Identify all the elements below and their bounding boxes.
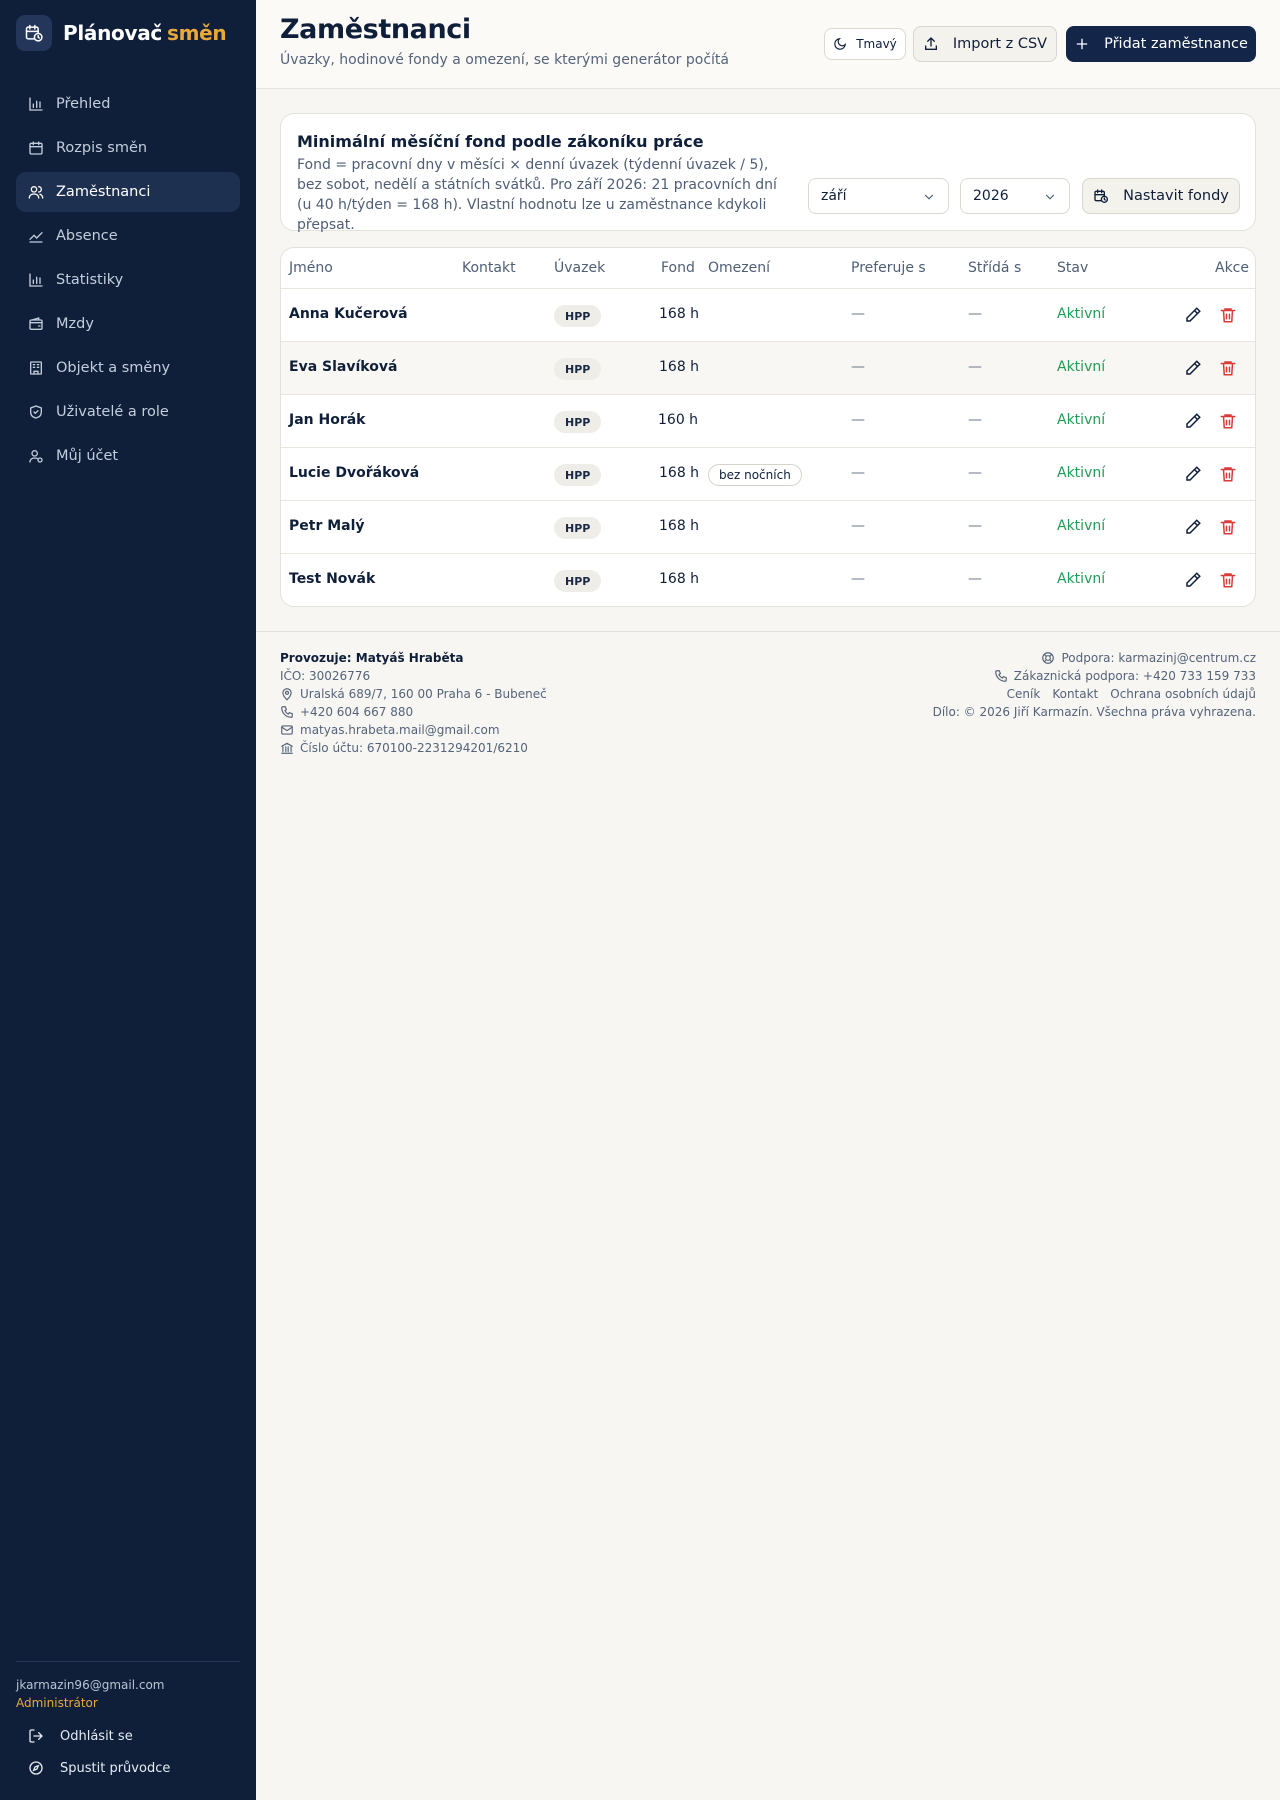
brand-name: Plánovač	[63, 21, 162, 45]
set-funds-button[interactable]	[1082, 178, 1240, 214]
table-row	[281, 501, 1255, 554]
month-select[interactable]	[808, 178, 949, 214]
page-header	[256, 0, 1280, 89]
contract-badge: HPP	[554, 358, 601, 380]
footer-link-pricing[interactable]: Ceník	[1006, 687, 1041, 701]
sidebar-item-statistiky[interactable]	[16, 260, 240, 300]
phone-icon	[280, 705, 294, 719]
contract-badge: HPP	[554, 464, 601, 486]
sidebar-item-absence[interactable]	[16, 216, 240, 256]
year-select-value: 2026	[973, 188, 1009, 204]
alternates-value: —	[968, 571, 982, 587]
edit-icon[interactable]	[1184, 306, 1202, 324]
logout-label: Odhlásit se	[60, 1728, 133, 1744]
employee-name: Jan Horák	[289, 412, 366, 428]
column-header-fund: Fond	[661, 260, 695, 276]
sidebar-nav	[16, 84, 240, 480]
edit-icon[interactable]	[1184, 518, 1202, 536]
table-row	[281, 289, 1255, 342]
sidebar-item-rozpis-smen[interactable]	[16, 128, 240, 168]
import-csv-label: Import z CSV	[952, 36, 1048, 52]
bar-chart-icon	[28, 96, 44, 112]
restriction-tag: bez nočních	[708, 464, 802, 486]
fund-value: 168 h	[659, 359, 700, 375]
table-header	[281, 248, 1255, 289]
year-select[interactable]	[960, 178, 1070, 214]
prefers-value: —	[851, 306, 865, 322]
footer-link-contact[interactable]: Kontakt	[1052, 687, 1099, 701]
contract-badge: HPP	[554, 517, 601, 539]
sidebar-item-label: Absence	[56, 228, 118, 244]
sidebar-item-muj-ucet[interactable]	[16, 436, 240, 476]
alternates-value: —	[968, 359, 982, 375]
start-guide-label: Spustit průvodce	[60, 1760, 171, 1776]
contract-badge: HPP	[554, 411, 601, 433]
wallet-icon	[28, 316, 44, 332]
status-badge: Aktivní	[1057, 465, 1106, 481]
add-employee-label: Přidat zaměstnance	[1104, 36, 1248, 52]
status-badge: Aktivní	[1057, 412, 1106, 428]
fund-card	[280, 113, 1256, 231]
brand[interactable]	[16, 15, 226, 51]
plus-icon	[1074, 36, 1090, 52]
column-header-contact: Kontakt	[462, 260, 516, 276]
column-header-alternates: Střídá s	[968, 260, 1022, 276]
sidebar-item-zamestnanci[interactable]	[16, 172, 240, 212]
prefers-value: —	[851, 412, 865, 428]
sidebar-item-label: Přehled	[56, 96, 111, 112]
footer-email[interactable]	[280, 723, 500, 737]
import-csv-button[interactable]	[913, 26, 1057, 62]
delete-icon[interactable]	[1219, 571, 1237, 589]
building-icon	[28, 360, 44, 376]
column-header-name[interactable]: Jméno	[289, 260, 333, 276]
table-row	[281, 342, 1255, 395]
delete-icon[interactable]	[1219, 465, 1237, 483]
column-header-actions: Akce	[1215, 260, 1249, 276]
footer-account	[280, 741, 528, 755]
delete-icon[interactable]	[1219, 359, 1237, 377]
status-badge: Aktivní	[1057, 518, 1106, 534]
sidebar-item-uzivatele-a-role[interactable]	[16, 392, 240, 432]
user-cog-icon	[28, 448, 44, 464]
footer-address-text: Uralská 689/7, 160 00 Praha 6 - Bubeneč	[300, 687, 547, 701]
start-guide-button[interactable]	[16, 1752, 240, 1784]
footer-divider	[256, 631, 1280, 632]
bank-icon	[280, 741, 294, 755]
shield-icon	[28, 404, 44, 420]
delete-icon[interactable]	[1219, 412, 1237, 430]
sidebar-item-prehled[interactable]	[16, 84, 240, 124]
chevron-down-icon	[1043, 190, 1057, 204]
fund-value: 168 h	[659, 571, 700, 587]
delete-icon[interactable]	[1219, 306, 1237, 324]
table-row	[281, 554, 1255, 607]
footer-phone[interactable]	[280, 705, 413, 719]
edit-icon[interactable]	[1184, 359, 1202, 377]
footer-address	[280, 687, 547, 701]
footer-email-text: matyas.hrabeta.mail@gmail.com	[300, 723, 500, 737]
page-subtitle: Úvazky, hodinové fondy a omezení, se kterými generátor počítá	[280, 52, 729, 68]
employee-name: Petr Malý	[289, 518, 365, 534]
lifebuoy-icon	[1041, 651, 1055, 665]
table-row	[281, 448, 1255, 501]
calendar-clock-icon	[16, 15, 52, 51]
employee-name: Lucie Dvořáková	[289, 465, 420, 481]
bar-chart-icon	[28, 272, 44, 288]
column-header-contract: Úvazek	[554, 260, 606, 276]
user-role: Administrátor	[16, 1696, 98, 1710]
sidebar-item-objekt-a-smeny[interactable]	[16, 348, 240, 388]
contract-badge: HPP	[554, 305, 601, 327]
footer-support[interactable]	[1041, 651, 1256, 665]
sidebar-item-mzdy[interactable]	[16, 304, 240, 344]
month-select-value: září	[821, 188, 847, 204]
chevron-down-icon	[922, 190, 936, 204]
page-title: Zaměstnanci	[280, 14, 471, 45]
prefers-value: —	[851, 465, 865, 481]
sidebar-item-label: Rozpis směn	[56, 140, 148, 156]
calendar-clock-icon	[1093, 188, 1109, 204]
sidebar-item-label: Objekt a směny	[56, 360, 171, 376]
sidebar-item-label: Uživatelé a role	[56, 404, 169, 420]
fund-value: 168 h	[659, 518, 700, 534]
employee-name: Eva Slavíková	[289, 359, 398, 375]
fund-title: Minimální měsíční fond podle zákoníku práce	[297, 132, 704, 151]
footer-phone-text: +420 604 667 880	[300, 705, 414, 719]
fund-description: Fond = pracovní dny v měsíci × denní úvazek (týdenní úvazek / 5), bez sobot, nedělí a státních svátků. Pro září 2026: 21 pracovních dní (u 40 h/týden = 168 h). Vlastní hodnotu lze u zaměstnance kdykoli přepsat.	[297, 157, 777, 233]
employee-name: Anna Kučerová	[289, 306, 408, 322]
footer-customer-support-text: Zákaznická podpora: +420 733 159 733	[1013, 669, 1256, 683]
alternates-value: —	[968, 518, 982, 534]
logout-button[interactable]	[16, 1720, 240, 1752]
footer-link-privacy[interactable]: Ochrana osobních údajů	[1110, 687, 1256, 701]
footer-copyright: Dílo: © 2026 Jiří Karmazín. Všechna práva vyhrazena.	[932, 705, 1256, 719]
contract-badge: HPP	[554, 570, 601, 592]
edit-icon[interactable]	[1184, 465, 1202, 483]
status-badge: Aktivní	[1057, 359, 1106, 375]
footer-operator: Provozuje: Matyáš Hraběta	[280, 651, 464, 665]
user-email: jkarmazin96@gmail.com	[16, 1678, 165, 1692]
status-badge: Aktivní	[1057, 306, 1106, 322]
prefers-value: —	[851, 359, 865, 375]
employee-name: Test Novák	[289, 571, 376, 587]
theme-toggle-label: Tmavý	[856, 37, 897, 51]
brand-accent: směn	[166, 21, 227, 45]
compass-icon	[28, 1760, 44, 1776]
upload-icon	[923, 36, 939, 52]
table-row	[281, 395, 1255, 448]
footer-account-text: Číslo účtu: 670100-2231294201/6210	[300, 741, 528, 755]
sidebar-item-label: Mzdy	[56, 316, 94, 332]
footer-links	[995, 687, 1256, 701]
fund-value: 168 h	[659, 306, 700, 322]
sidebar	[0, 0, 256, 1800]
edit-icon[interactable]	[1184, 412, 1202, 430]
sidebar-item-label: Statistiky	[56, 272, 124, 288]
column-header-restrictions: Omezení	[708, 260, 770, 276]
add-employee-button[interactable]	[1066, 26, 1256, 62]
logout-icon	[28, 1728, 44, 1744]
sidebar-item-label: Zaměstnanci	[56, 184, 151, 200]
status-badge: Aktivní	[1057, 571, 1106, 587]
alternates-value: —	[968, 412, 982, 428]
theme-toggle-button[interactable]	[824, 28, 906, 60]
phone-icon	[994, 669, 1008, 683]
column-header-status: Stav	[1057, 260, 1089, 276]
delete-icon[interactable]	[1219, 518, 1237, 536]
alternates-value: —	[968, 465, 982, 481]
footer-support-text: Podpora: karmazinj@centrum.cz	[1061, 651, 1256, 665]
edit-icon[interactable]	[1184, 571, 1202, 589]
calendar-icon	[28, 140, 44, 156]
prefers-value: —	[851, 571, 865, 587]
fund-value: 160 h	[658, 412, 699, 428]
alternates-value: —	[968, 306, 982, 322]
fund-value: 168 h	[659, 465, 700, 481]
trend-icon	[28, 228, 44, 244]
moon-icon	[833, 37, 847, 51]
column-header-prefers: Preferuje s	[851, 260, 926, 276]
footer-customer-support[interactable]	[994, 669, 1256, 683]
footer-ico: IČO: 30026776	[280, 669, 371, 683]
set-funds-label: Nastavit fondy	[1123, 188, 1229, 204]
users-icon	[28, 184, 44, 200]
sidebar-item-label: Můj účet	[56, 448, 119, 464]
mail-icon	[280, 723, 294, 737]
employees-table	[280, 247, 1256, 607]
sidebar-divider	[16, 1661, 240, 1662]
map-pin-icon	[280, 687, 294, 701]
prefers-value: —	[851, 518, 865, 534]
